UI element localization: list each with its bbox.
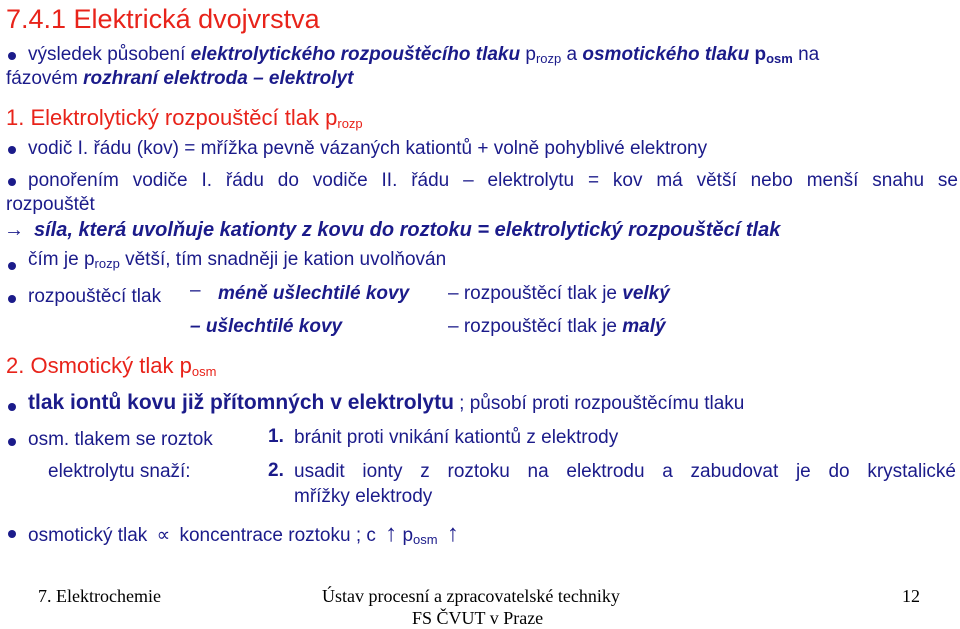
subscript: osm [413, 532, 438, 547]
text: osmotický tlak [28, 525, 148, 546]
bullet-dot [8, 262, 16, 270]
bullet-dot [8, 52, 16, 60]
text-emphasis: rozhraní elektroda – elektrolyt [83, 68, 354, 89]
proportional-icon: ∝ [156, 525, 171, 546]
bullet-dot [8, 295, 16, 303]
text: a [561, 44, 583, 65]
bullet-5-dash: – [190, 280, 201, 301]
bullet-dot [8, 403, 16, 411]
text: koncentrace roztoku ; c [179, 525, 376, 546]
footer-institute: Ústav procesní a zpracovatelské techniky [322, 586, 620, 606]
subscript: rozp [337, 116, 363, 131]
bullet-1-line-1 [28, 44, 819, 66]
bullet-3-line-1 [28, 170, 958, 192]
heading-text: 1. Elektrolytický rozpouštěcí tlak p [6, 105, 338, 130]
bullet-dot [8, 438, 16, 446]
bullet-dot [8, 178, 16, 186]
list-item-1: bránit proti vnikání kationtů z elektrody [294, 427, 619, 448]
bullet-2: vodič I. řádu (kov) = mřížka pevně vázaných kationtů + volně pohyblivé elektrony [28, 138, 708, 159]
value-emphasis: malý [622, 316, 666, 337]
bullet-7-label-1: osm. tlakem se roztok [28, 429, 213, 450]
text-emphasis: síla, která uvolňuje kationty z kovu do roztoku = elektrolytický rozpouštěcí tlak [34, 219, 781, 241]
text: ponořením vodiče I. řádu do vodiče II. řádu – elektrolytu = kov má větší nebo menší snahu se [28, 170, 958, 191]
text: čím je p [28, 249, 95, 270]
page-title: 7.4.1 Elektrická dvojvrstva [6, 4, 320, 34]
heading-text: 2. Osmotický tlak p [6, 353, 192, 378]
subscript: osm [191, 364, 217, 379]
pressure-row-2 [448, 316, 666, 338]
subscript: osm [766, 51, 793, 66]
metal-class-base: méně ušlechtilé kovy [218, 283, 410, 304]
metal-class-noble [190, 316, 342, 338]
text: – rozpouštěcí tlak je [448, 316, 623, 337]
footer-left: 7. Elektrochemie [38, 586, 161, 606]
text: p [520, 44, 536, 65]
bullet-5-label: rozpouštěcí tlak [28, 286, 162, 307]
list-item-2-line-1 [294, 461, 956, 483]
bullet-dot [8, 530, 16, 538]
bullet-3-line-2: rozpouštět [6, 194, 95, 215]
text: výsledek působení [28, 44, 191, 65]
list-number: 2. [268, 460, 284, 481]
text: fázovém [6, 68, 84, 89]
arrow-up-icon: ↑ [385, 520, 398, 547]
bullet-4 [28, 249, 446, 271]
text: – rozpouštěcí tlak je [448, 283, 623, 304]
section-heading-1 [6, 105, 363, 131]
text: usadit ionty z roztoku na elektrodu a zabudovat je do krystalické [294, 461, 956, 482]
arrow-right-icon: → [4, 219, 24, 241]
text: p [397, 525, 414, 546]
subscript: rozp [94, 256, 120, 271]
section-heading-2 [6, 353, 216, 379]
arrow-line [4, 219, 780, 242]
bullet-6 [28, 391, 744, 415]
bullet-7-label-2: elektrolytu snaží: [48, 461, 191, 482]
text-emphasis: osmotického tlaku [582, 44, 750, 65]
text-emphasis: elektrolytického rozpouštěcího tlaku [190, 44, 521, 65]
text: ; působí proti rozpouštěcímu tlaku [453, 393, 745, 414]
text-bold: tlak iontů kovu již přítomných v elektrolytu [28, 391, 454, 414]
text: větší, tím snadněji je kation uvolňován [119, 249, 447, 270]
text: na [792, 44, 820, 65]
arrow-up-icon: ↑ [446, 520, 459, 547]
footer-faculty: FS ČVUT v Praze [412, 608, 544, 628]
value-emphasis: velký [622, 283, 670, 304]
pressure-row-1 [448, 283, 670, 305]
page-number: 12 [902, 586, 920, 606]
text: – ušlechtilé kovy [190, 316, 343, 337]
list-number: 1. [268, 426, 284, 447]
subscript: rozp [535, 51, 562, 66]
bullet-8 [28, 520, 459, 548]
text: p [749, 44, 767, 65]
bullet-1-line-2 [6, 68, 353, 90]
list-item-2-line-2: mřížky elektrody [294, 486, 433, 507]
bullet-dot [8, 146, 16, 154]
